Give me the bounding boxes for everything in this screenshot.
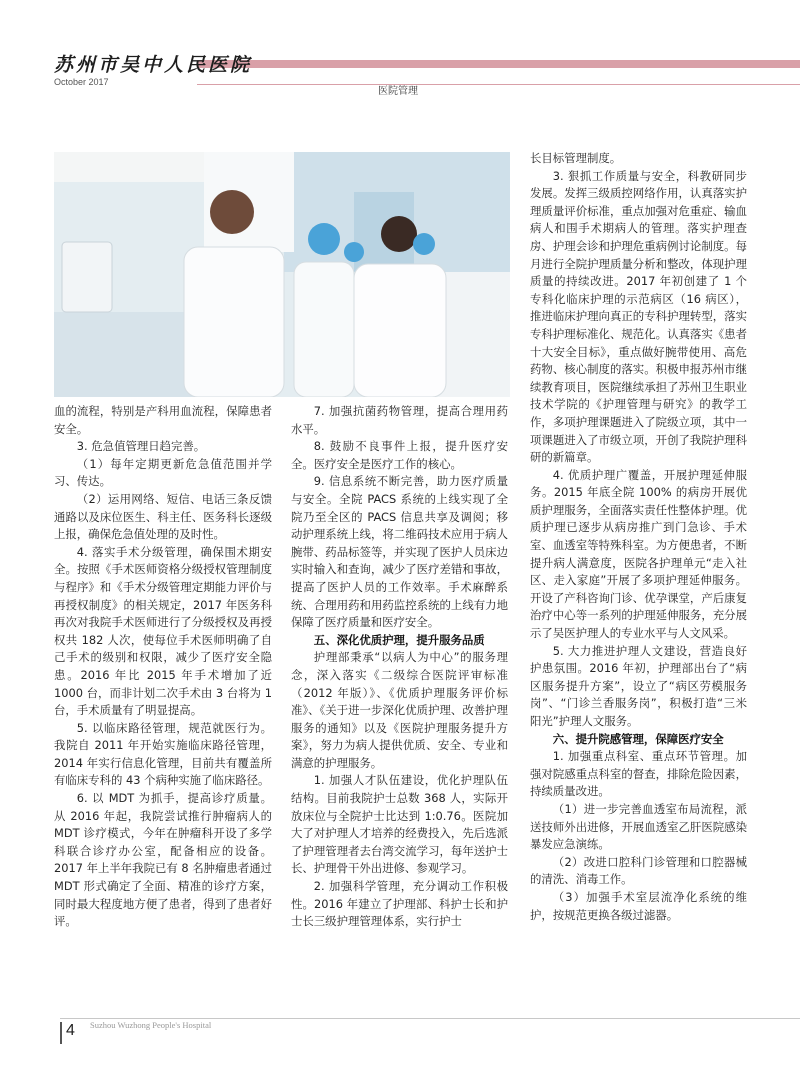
ward-round-photo-illustration xyxy=(54,152,510,397)
column-1 xyxy=(54,403,272,931)
header-accent-bar xyxy=(197,60,800,68)
section-heading: 五、深化优质护理，提升服务品质 xyxy=(313,632,485,647)
paragraph: 护理部秉承“以病人为中心”的服务理念，深入落实《二级综合医院评审标准（2012 年版）》、《优质护理服务评价标准》、《关于进一步深化优质护理、改善护理服务的通知》以及《医院护理服务提升方案》，努力为病人提供优质、安全、专业和满意的护理服务。 xyxy=(291,650,508,770)
article-photo xyxy=(54,152,510,397)
paragraph: 2. 加强科学管理，充分调动工作积极性。2016 年建立了护理部、科护士长和护士长三级护理管理体系，实行护士 xyxy=(291,879,508,929)
footer-rule xyxy=(60,1018,800,1019)
paragraph: （2）改进口腔科门诊管理和口腔器械的清洗、消毒工作。 xyxy=(530,854,747,887)
paragraph: （3）加强手术室层流净化系统的维护，按规范更换各级过滤器。 xyxy=(530,889,747,922)
paragraph: 4. 优质护理广覆盖，开展护理延伸服务。2015 年底全院 100% 的病房开展优质护理服务，全面落实责任性整体护理。优质护理已逐步从病房推广到门急诊、手术室、血透室等特殊科室。为方便患者，不断提升病人满意度，医院各护理单元“走入社区、走入家庭”开展了多项护理延伸服务。开设了产科咨询门诊、优孕课堂，产后康复治疗中心等一系列的护理延伸服务，充分展示了吴医护理人的专业水平与人文风采。 xyxy=(530,467,747,641)
paragraph: （2）运用网络、短信、电话三条反馈通路以及床位医生、科主任、医务科长逐级上报，确保危急值处理的及时性。 xyxy=(54,491,272,542)
paragraph: 长目标管理制度。 xyxy=(530,151,622,165)
column-3 xyxy=(530,150,747,924)
hospital-logo: 苏州市吴中人民医院 xyxy=(54,54,253,76)
paragraph: 3. 狠抓工作质量与安全，科教研同步发展。发挥三级质控网络作用，认真落实护理质量评价标准，重点加强对危重症、输血病人和围手术期病人的管理。落实护理查房、护理会诊和护理危重病例讨论制度。每月进行全院护理质量分析和整改，体现护理质量的持续改进。2017 年初创建了 1 个专科化临床护理的示范病区（16 病区），推进临床护理向真正的专科护理转型，落实专科护理标准化、规范化。认真落实《患者十大安全目标》，重点做好腕带使用、高危药物、核心制度的落实。积极申报苏州市继续教育项目，医院继续承担了苏州卫生职业技术学院的《护理管理与研究》的教学工作，多项护理课题进入了院级立项，其中一项课题进入了市级立项，开创了我院护理科研的新篇章。 xyxy=(530,168,747,465)
paragraph: 5. 大力推进护理人文建设，营造良好护患氛围。2016 年初，护理部出台了“病区服务提升方案”，设立了“病区劳模服务岗”、“门诊兰香服务岗”，积极打造“三米阳光”护理人文服务。 xyxy=(530,643,747,728)
paragraph: （1）进一步完善血透室布局流程，派送技师外出进修，开展血透室乙肝医院感染暴发应急演练。 xyxy=(530,801,747,852)
footer-hospital-name: Suzhou Wuzhong People's Hospital xyxy=(90,1020,212,1030)
paragraph: 4. 落实手术分级管理，确保围术期安全。按照《手术医师资格分级授权管理制度与程序》和《手术分级管理定期能力评价与再授权制度》的相关规定，2017 年医务科再次对我院手术医师进行了分级授权及再授权共 182 人次，使每位手术医师明确了自己手术的级别和权限，减少了医疗安全隐患。2016 年比 2015 年手术增加了近 1000 台，而非计划二次手术由 3 台将为 1 台，手术质量有了明显提高。 xyxy=(54,544,272,718)
paragraph: 5. 以临床路径管理，规范就医行为。我院自 2011 年开始实施临床路径管理，2014 年实行信息化管理，目前共有覆盖所有临床专科的 43 个病种实施了临床路径。 xyxy=(54,720,272,788)
section-heading: 六、提升院感管理，保障医疗安全 xyxy=(552,731,724,746)
issue-date: October 2017 xyxy=(54,77,109,87)
paragraph: 9. 信息系统不断完善，助力医疗质量与安全。全院 PACS 系统的上线实现了全院乃至全区的 PACS 信息共享及调阅；移动护理系统上线，将二维码技术应用于病人腕带、药品标签等，并实现了医护人员床边实时输入和查询，减少了医疗差错和事故，提高了医护人员的工作效率。手术麻醉系统、合理用药和用药监控系统的上线有力地保障了医疗质量和医疗安全。 xyxy=(291,474,508,630)
section-title: 医院管理 xyxy=(378,86,418,97)
paragraph: 血的流程，特别是产科用血流程，保障患者安全。 xyxy=(54,404,272,436)
header-rule xyxy=(197,84,800,85)
paragraph: 8. 鼓励不良事件上报，提升医疗安全。医疗安全是医疗工作的核心。 xyxy=(291,439,508,471)
column-2 xyxy=(291,403,508,931)
paragraph: （1）每年定期更新危急值范围并学习、传达。 xyxy=(54,456,272,489)
paragraph: 6. 以 MDT 为抓手，提高诊疗质量。从 2016 年起，我院尝试推行肿瘤病人的 MDT 诊疗模式，今年在肿瘤科开设了多学科联合诊疗办公室，配备相应的设备。2017 年上半年我院已有 8 名肿瘤患者通过 MDT 形式确定了全面、精准的诊疗方案，同时最大程度地方便了患者，得到了患者好评。 xyxy=(54,791,272,929)
page-number: 4 xyxy=(60,1022,78,1044)
paragraph: 3. 危急值管理日趋完善。 xyxy=(76,439,206,454)
paragraph: 7. 加强抗菌药物管理，提高合理用药水平。 xyxy=(291,404,508,436)
paragraph: 1. 加强重点科室、重点环节管理。加强对院感重点科室的督查，排除危险因素，持续质量改进。 xyxy=(530,749,747,799)
paragraph: 1. 加强人才队伍建设，优化护理队伍结构。目前我院护士总数 368 人，实际开放床位与全院护士比达到 1:0.76。医院加大了对护理人才培养的经费投入，先后选派了护理管理者去台湾交流学习，每年送护士长、护理骨干外出进修、参观学习。 xyxy=(291,773,508,876)
